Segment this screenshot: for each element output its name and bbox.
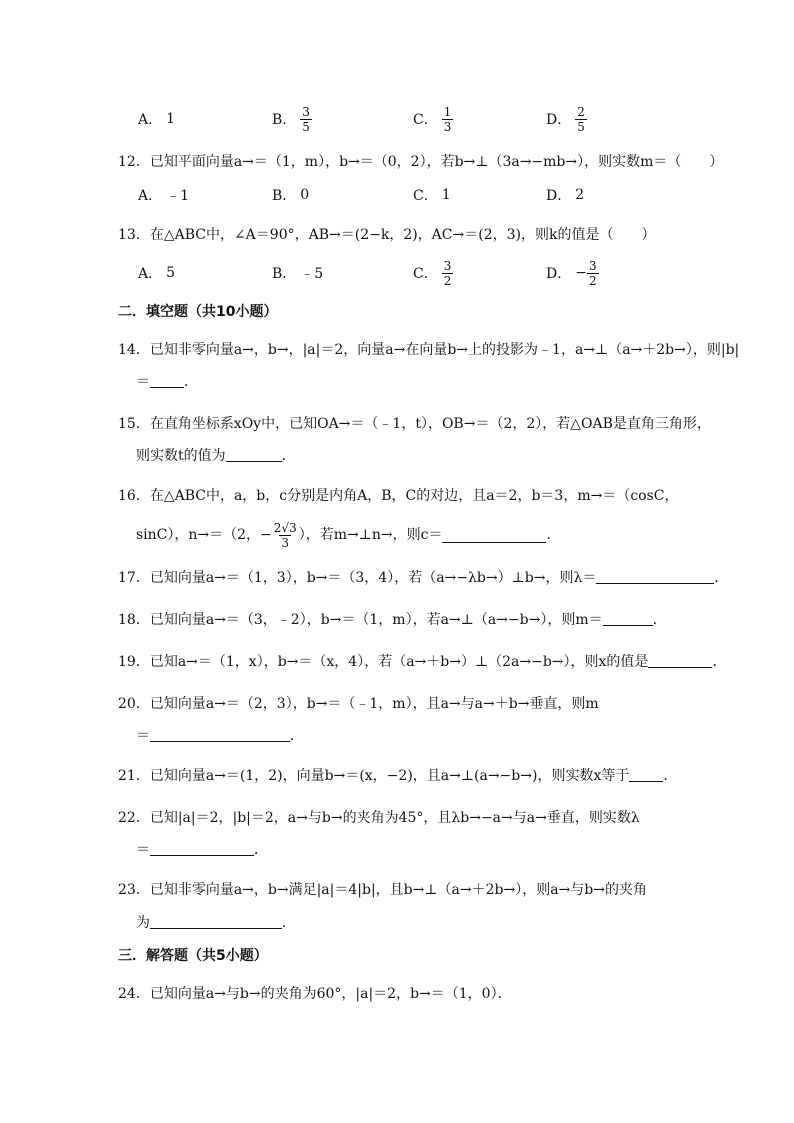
q13-option-a: A． 5 [138,265,176,282]
q16-line2: sinC），n→＝（2，− $\frac{2√3}{3}$ ），若m→⊥n→，则c＝ ． [136,520,561,550]
answer-blank[interactable] [150,841,254,856]
q17-line: 17．已知向量a→＝（1，3），b→＝（3，4），若（a→−λb→）⊥b→，则λ＝ ． [118,570,729,586]
fraction: $\frac{2√3}{3}$ [273,520,297,550]
q20-line1: 20．已知向量a→＝（2，3），b→＝（﹣1，m），且a→与a→＋b→垂直，则m [118,696,599,712]
q14-line1: 14．已知非零向量a→，b→，|a|＝2，向量a→在向量b→上的投影为﹣1，a→⊥（a→＋2b→），则|b| [118,342,740,358]
q15-line1: 15．在直角坐标系xOy中，已知OA→＝（﹣1，t），OB→＝（2，2），若△OAB是直角三角形， [118,416,711,432]
answer-blank[interactable] [648,653,712,668]
option-label: A． [138,112,163,128]
q22-line1: 22．已知|a|＝2，|b|＝2，a→与b→的夹角为45°，且λb→−a→与a→垂直，则实数λ [118,810,640,826]
answer-blank[interactable] [150,727,290,742]
answer-blank[interactable] [150,914,282,929]
q20-line2: ＝ ． [136,728,304,744]
q23-line1: 23．已知非零向量a→，b→满足|a|＝4|b|，且b→⊥（a→＋2b→），则a→与b→的夹角 [118,882,647,898]
answer-blank[interactable] [629,767,663,782]
section-fill-in-title: 二．填空题（共10小题） [118,304,278,320]
q24-line: 24．已知向量a→与b→的夹角为60°，|a|＝2，b→＝（1，0）． [118,986,512,1002]
q12-option-b: B． 0 [272,187,310,204]
q16-line1: 16．在△ABC中，a，b，c分别是内角A，B，C的对边，且a＝2，b＝3，m→＝（cosC， [118,488,679,504]
q12-stem: 12．已知平面向量a→＝（1，m），b→＝（0，2），若b→⊥（3a→−mb→），则实数m＝（ ） [118,154,724,170]
option-value: 1 [166,111,176,127]
fraction: $\frac{3}{5}$ [302,104,310,134]
answer-blank[interactable] [150,373,184,388]
q11-option-b [272,102,312,136]
option-label: C． [413,112,438,128]
answer-blank[interactable] [596,569,714,584]
answer-blank[interactable] [442,528,546,543]
q13-option-d: D． − $\frac{3}{2}$ [546,258,597,288]
answer-blank[interactable] [603,611,653,626]
option-label: D． [546,112,572,128]
fraction: $\frac{3}{2}$ [588,258,597,288]
fraction: $\frac{2}{5}$ [577,104,585,134]
q13-stem: 13．在△ABC中，∠A＝90°，AB→＝(2−k，2)，AC→＝(2，3)，则k的值是（ ） [118,227,656,243]
q13-option-c: C． $\frac{3}{2}$ [413,258,452,288]
q11-option-c [413,102,453,136]
q13-option-b: B． ﹣5 [272,266,324,282]
option-label: B． [272,112,297,128]
q18-line: 18．已知向量a→＝（3，﹣2），b→＝（1，m），若a→⊥（a→−b→），则m＝ ． [118,612,667,628]
section-answer-title: 三．解答题（共5小题） [118,948,268,964]
answer-blank[interactable] [226,447,282,462]
fraction: $\frac{3}{2}$ [443,258,452,288]
q13-options [138,256,738,290]
q11-option-a [138,102,175,136]
q23-line2: 为 ． [136,915,296,931]
q21-line: 21．已知向量a→＝(1，2)，向量b→＝(x，−2)，且a→⊥(a→−b→)，则实数x等于 ． [118,768,678,784]
fraction: $\frac{1}{3}$ [443,104,452,134]
q15-line2: 则实数t的值为 ． [136,448,296,464]
q12-option-d: D． 2 [546,187,585,204]
q12-option-a: A． ﹣1 [138,188,190,204]
q12-option-c: C． 1 [413,187,451,204]
q11-option-d [546,102,587,136]
q11-options [138,102,738,136]
q19-line: 19．已知a→＝（1，x），b→＝（x，4），若（a→＋b→）⊥（2a→−b→），则x的值是 ． [118,654,727,670]
q22-line2: ＝ ． [136,842,268,858]
q12-options [138,178,738,212]
q14-line2: ＝ ． [136,374,198,390]
